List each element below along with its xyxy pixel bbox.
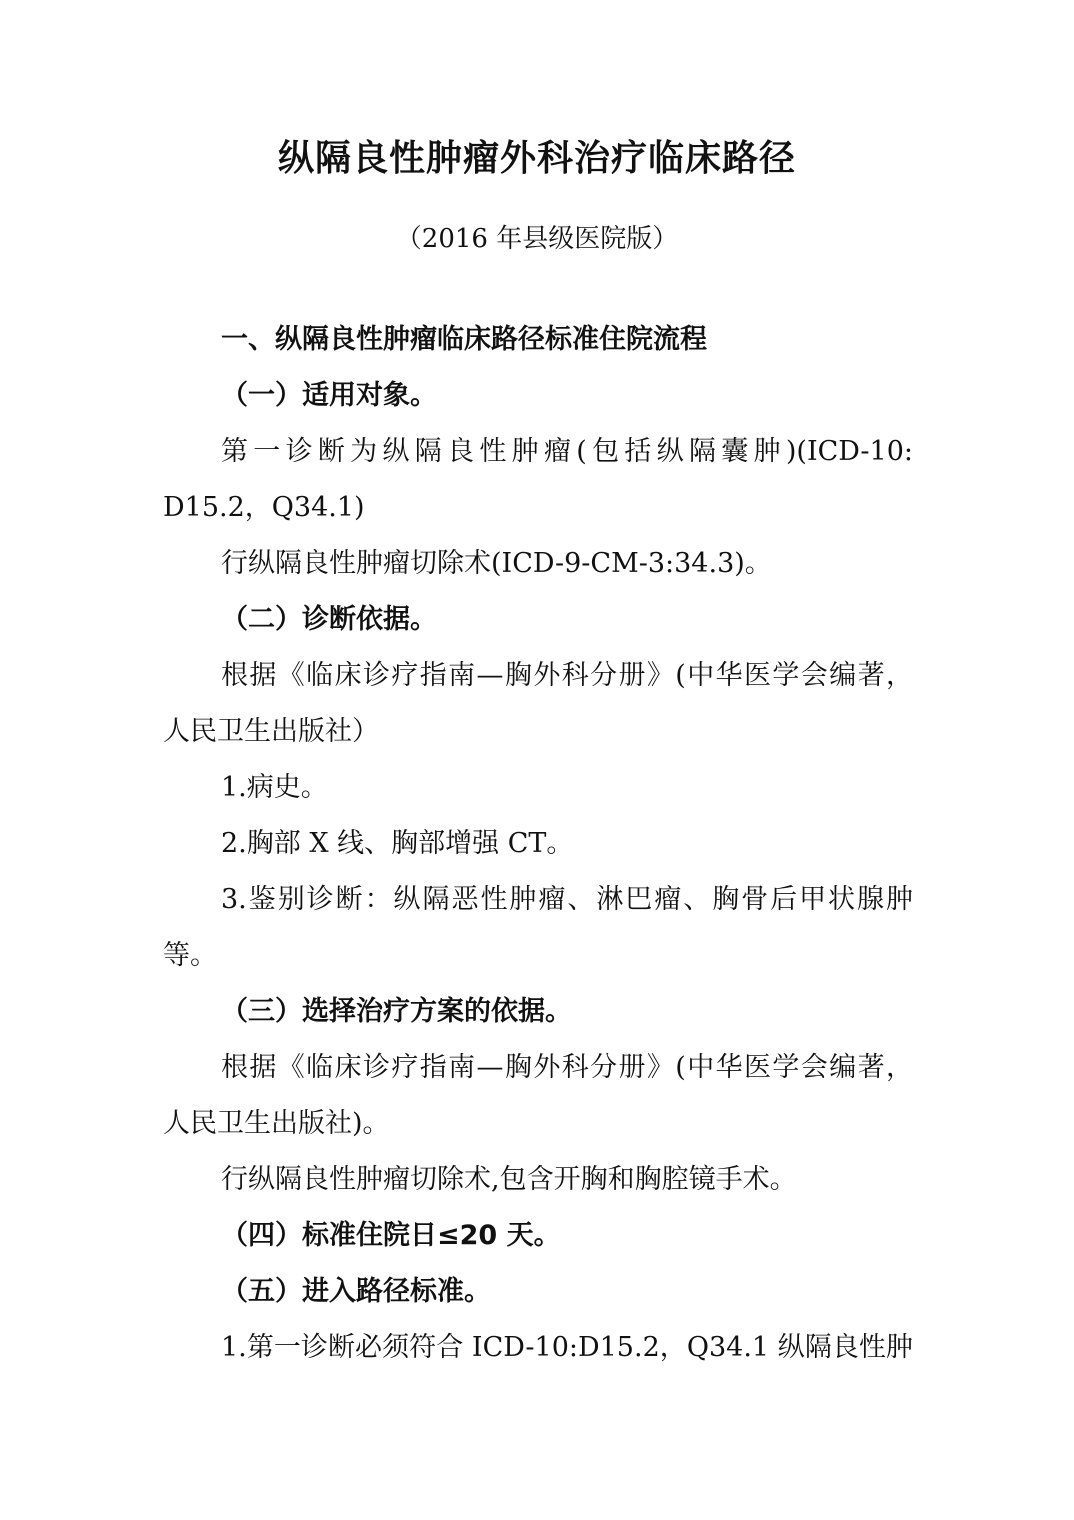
subsection-heading-2: （二）诊断依据。 [221, 604, 437, 635]
paragraph-line: 行纵隔良性肿瘤切除术(ICD-9-CM-3:34.3)。 [221, 548, 772, 579]
subsection-heading-1: （一）适用对象。 [221, 380, 437, 411]
list-item: 1.病史。 [221, 772, 328, 803]
paragraph-line: 人民卫生出版社)。 [163, 1108, 390, 1139]
subsection-heading-5: （五）进入路径标准。 [221, 1276, 491, 1307]
list-item: 3.鉴别诊断：纵隔恶性肿瘤、淋巴瘤、胸骨后甲状腺肿 [221, 884, 913, 915]
paragraph-line: 等。 [163, 940, 217, 971]
paragraph-line: 根据《临床诊疗指南—胸外科分册》(中华医学会编著， [221, 660, 913, 691]
paragraph-line: D15.2，Q34.1) [163, 492, 365, 523]
paragraph-line: 行纵隔良性肿瘤切除术,包含开胸和胸腔镜手术。 [221, 1164, 797, 1195]
list-item: 2.胸部 X 线、胸部增强 CT。 [221, 828, 574, 859]
paragraph-line: 第一诊断为纵隔良性肿瘤(包括纵隔囊肿)(ICD-10: [221, 436, 913, 467]
paragraph-line: 根据《临床诊疗指南—胸外科分册》(中华医学会编著， [221, 1052, 913, 1083]
subsection-heading-4: （四）标准住院日≤20 天。 [221, 1220, 561, 1251]
section-heading: 一、纵隔良性肿瘤临床路径标准住院流程 [221, 324, 707, 355]
paragraph-line: 人民卫生出版社） [163, 716, 379, 747]
list-item: 1.第一诊断必须符合 ICD-10:D15.2，Q34.1 纵隔良性肿 [221, 1332, 913, 1363]
document-subtitle: （2016 年县级医院版） [395, 224, 679, 254]
subsection-heading-3: （三）选择治疗方案的依据。 [221, 996, 572, 1027]
document-title: 纵隔良性肿瘤外科治疗临床路径 [277, 138, 796, 179]
